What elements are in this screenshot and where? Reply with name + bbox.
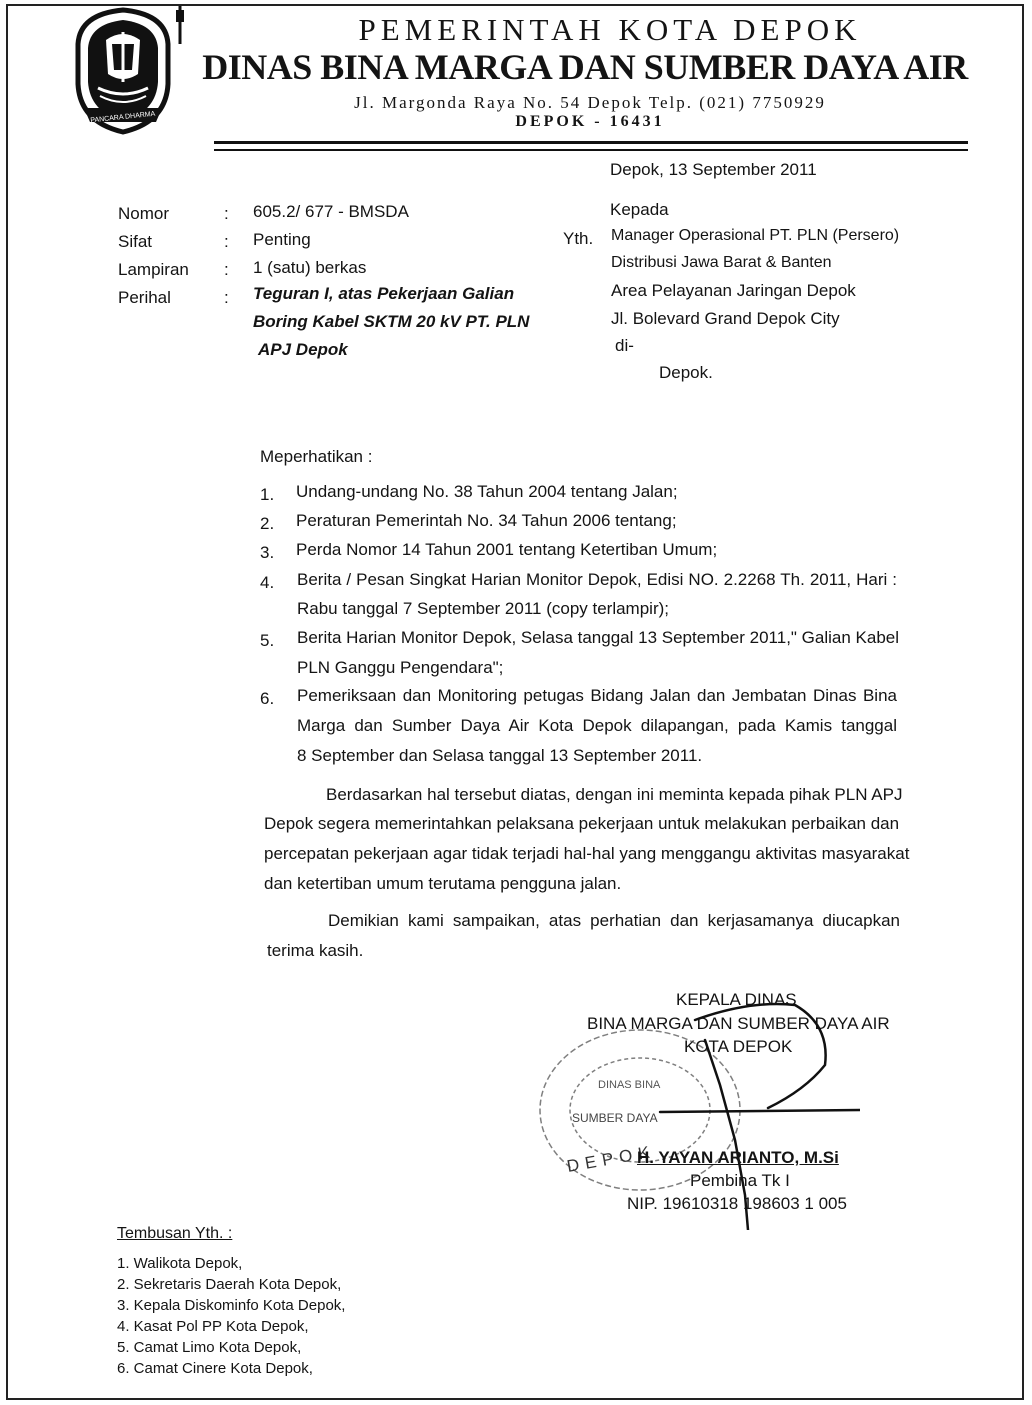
tembusan-title: Tembusan Yth. :: [117, 1225, 233, 1242]
stamp-text-top: DINAS BINA: [598, 1079, 661, 1091]
recipient-line-2: Distribusi Jawa Barat & Banten: [611, 254, 832, 271]
list-item-3: Perda Nomor 14 Tahun 2001 tentang Ketertiban Umum;: [296, 540, 718, 559]
lampiran-value: 1 (satu) berkas: [253, 258, 367, 277]
recipient-line-6: Depok.: [659, 363, 713, 382]
header-agency: DINAS BINA MARGA DAN SUMBER DAYA AIR: [202, 47, 968, 87]
signature-title-2: BINA MARGA DAN SUMBER DAYA AIR: [587, 1014, 890, 1033]
recipient-line-5: di-: [615, 336, 634, 355]
header-rule-thick: [214, 141, 968, 144]
perihal-label: Perihal: [118, 288, 171, 307]
stamp-text-bottom: DEPOK: [565, 1141, 657, 1176]
recipient-line-1: Manager Operasional PT. PLN (Persero): [611, 227, 900, 244]
list-num-3: 3.: [260, 543, 275, 562]
nomor-label: Nomor: [118, 204, 170, 223]
para2-line-2: terima kasih.: [267, 941, 364, 960]
para2-line-1: Demikian kami sampaikan, atas perhatian dan kerjasamanya diucapkan: [328, 911, 900, 930]
perihal-colon: :: [224, 288, 229, 307]
signatory-name: H. YAYAN ARIANTO, M.Si: [637, 1148, 839, 1167]
list-num-6: 6.: [260, 689, 275, 708]
lampiran-colon: :: [224, 260, 229, 279]
body-intro: Meperhatikan :: [260, 447, 373, 466]
list-item-6-line-2: Marga dan Sumber Daya Air Kota Depok dilapangan, pada Kamis tanggal: [297, 716, 897, 735]
tembusan-item-3: 3. Kepala Diskominfo Kota Depok,: [117, 1297, 346, 1314]
tembusan-item-2: 2. Sekretaris Daerah Kota Depok,: [117, 1276, 342, 1293]
header-city: DEPOK - 16431: [515, 113, 665, 130]
stamp-text-mid: SUMBER DAYA: [572, 1111, 658, 1125]
lampiran-label: Lampiran: [118, 260, 189, 279]
list-item-6-line-3: 8 September dan Selasa tanggal 13 September 2011.: [297, 746, 703, 765]
para1-line-2: Depok segera memerintahkan pelaksana pekerjaan untuk melakukan perbaikan dan: [264, 814, 900, 833]
sifat-label: Sifat: [118, 232, 153, 251]
signatory-nip: NIP. 19610318 198603 1 005: [627, 1194, 847, 1213]
list-item-6-line-1: Pemeriksaan dan Monitoring petugas Bidang Jalan dan Jembatan Dinas Bina: [297, 686, 897, 705]
list-num-5: 5.: [260, 631, 275, 650]
tembusan-item-6: 6. Camat Cinere Kota Depok,: [117, 1360, 313, 1377]
list-item-4-line-2: Rabu tanggal 7 September 2011 (copy terlampir);: [297, 599, 669, 618]
signature-title-3: KOTA DEPOK: [684, 1037, 793, 1056]
para1-line-4: dan ketertiban umum terutama pengguna jalan.: [264, 874, 622, 893]
para1-line-1: Berdasarkan hal tersebut diatas, dengan ini meminta kepada pihak PLN APJ: [326, 785, 903, 804]
list-num-2: 2.: [260, 514, 275, 533]
sifat-value: Penting: [253, 230, 311, 249]
header-rule-thin: [214, 149, 968, 151]
depok-city-emblem: [58, 4, 188, 136]
signatory-rank: Pembina Tk I: [690, 1171, 790, 1190]
tembusan-item-4: 4. Kasat Pol PP Kota Depok,: [117, 1318, 309, 1335]
list-num-1: 1.: [260, 485, 275, 504]
letter-date: Depok, 13 September 2011: [610, 160, 817, 179]
list-item-2: Peraturan Pemerintah No. 34 Tahun 2006 tentang;: [296, 511, 677, 530]
nomor-value: 605.2/ 677 - BMSDA: [253, 202, 409, 221]
sifat-colon: :: [224, 232, 229, 251]
svg-text:PANCARA DHARMA: PANCARA DHARMA: [90, 110, 156, 125]
list-num-4: 4.: [260, 573, 275, 592]
list-item-4-line-1: Berita / Pesan Singkat Harian Monitor Depok, Edisi NO. 2.2268 Th. 2011, Hari :: [297, 570, 897, 589]
perihal-line-3: APJ Depok: [258, 340, 348, 359]
recipient-line-4: Jl. Bolevard Grand Depok City: [611, 309, 840, 328]
para1-line-3: percepatan pekerjaan agar tidak terjadi hal-hal yang menggangu aktivitas masyarakat: [264, 844, 910, 863]
recipient-kepada: Kepada: [610, 200, 669, 219]
recipient-line-3: Area Pelayanan Jaringan Depok: [611, 281, 856, 300]
list-item-5-line-1: Berita Harian Monitor Depok, Selasa tanggal 13 September 2011," Galian Kabel: [297, 628, 900, 647]
tembusan-item-5: 5. Camat Limo Kota Depok,: [117, 1339, 302, 1356]
perihal-line-1: Teguran I, atas Pekerjaan Galian: [253, 284, 515, 303]
list-item-5-line-2: PLN Ganggu Pengendara";: [297, 658, 504, 677]
header-government: PEMERINTAH KOTA DEPOK: [358, 12, 862, 47]
nomor-colon: :: [224, 204, 229, 223]
tembusan-item-1: 1. Walikota Depok,: [117, 1255, 243, 1272]
signature-title-1: KEPALA DINAS: [676, 990, 797, 1009]
perihal-line-2: Boring Kabel SKTM 20 kV PT. PLN: [253, 312, 530, 331]
header-address: Jl. Margonda Raya No. 54 Depok Telp. (021) 7750929: [354, 93, 826, 112]
list-item-1: Undang-undang No. 38 Tahun 2004 tentang Jalan;: [296, 482, 678, 501]
recipient-yth: Yth.: [563, 229, 594, 248]
